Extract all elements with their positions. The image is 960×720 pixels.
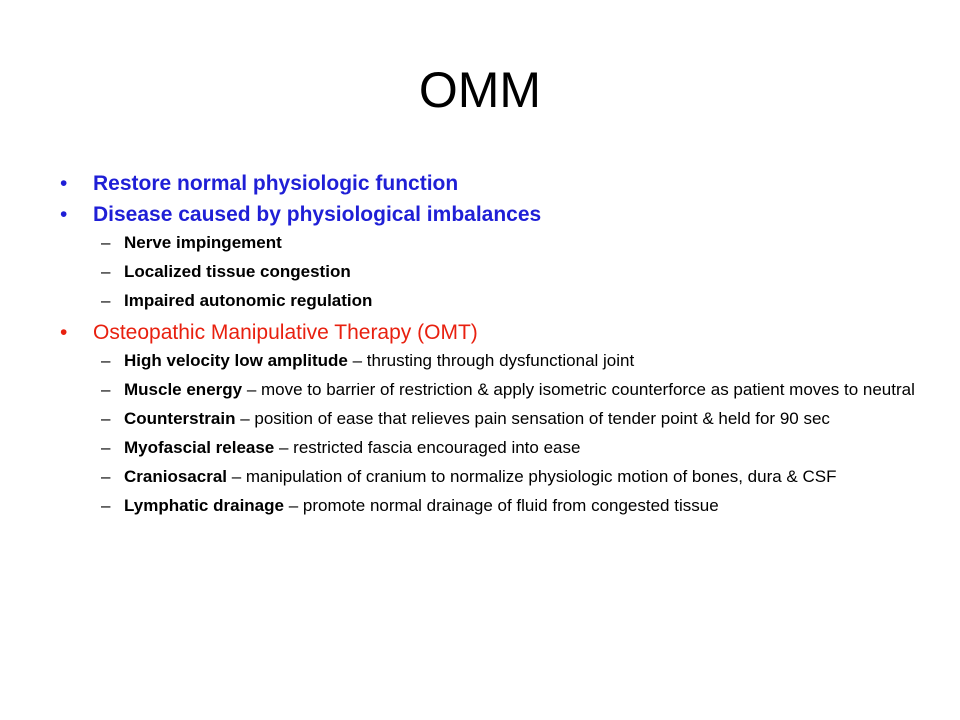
dash-icon: – xyxy=(101,291,111,310)
dash-icon: – xyxy=(101,438,111,457)
sub-item-term: High velocity low amplitude xyxy=(124,351,348,370)
sub-item xyxy=(60,232,920,254)
bullet-item-omt xyxy=(60,319,920,346)
bullet-item-restore-function xyxy=(60,170,920,197)
sub-item-desc: – thrusting through dysfunctional joint xyxy=(347,351,635,370)
sub-item-term: Muscle energy xyxy=(124,380,243,399)
sublist-omt xyxy=(60,350,920,517)
sub-item xyxy=(60,261,920,283)
sub-item-lymphatic xyxy=(60,495,920,517)
sub-item-craniosacral xyxy=(60,466,920,488)
sub-item-term: Counterstrain xyxy=(124,409,236,428)
sub-item-counterstrain xyxy=(60,408,920,430)
sub-item-text: Nerve impingement xyxy=(124,233,282,252)
bullet-list xyxy=(60,170,920,524)
bullet-text: Restore normal physiologic function xyxy=(93,172,459,195)
sub-item-term: Myofascial release xyxy=(124,438,275,457)
dash-icon: – xyxy=(101,351,111,370)
bullet-icon: • xyxy=(60,172,68,195)
dash-icon: – xyxy=(101,233,111,252)
sub-item-desc: – restricted fascia encouraged into ease xyxy=(274,438,581,457)
bullet-icon: • xyxy=(60,203,68,226)
sub-item-desc: – position of ease that relieves pain sensation of tender point & held for 90 sec xyxy=(235,409,830,428)
sub-item-text: Localized tissue congestion xyxy=(124,262,351,281)
sub-item-desc: – promote normal drainage of fluid from congested tissue xyxy=(283,496,719,515)
bullet-text: Osteopathic Manipulative Therapy (OMT) xyxy=(93,321,478,344)
bullet-icon: • xyxy=(60,321,68,344)
dash-icon: – xyxy=(101,496,111,515)
sub-item-term: Lymphatic drainage xyxy=(124,496,284,515)
dash-icon: – xyxy=(101,380,111,399)
bullet-item-disease-imbalances xyxy=(60,201,920,228)
slide-title: OMM xyxy=(418,62,542,118)
sub-item-myofascial xyxy=(60,437,920,459)
dash-icon: – xyxy=(101,409,111,428)
sub-item-desc: – move to barrier of restriction & apply isometric counterforce as patient moves to neutral xyxy=(242,380,915,399)
sub-item-text: Impaired autonomic regulation xyxy=(124,291,373,310)
sub-item-muscle-energy xyxy=(60,379,920,401)
sub-item-desc: – manipulation of cranium to normalize physiologic motion of bones, dura & CSF xyxy=(227,467,837,486)
sub-item-term: Craniosacral xyxy=(124,467,227,486)
dash-icon: – xyxy=(101,262,111,281)
sub-item-hvla xyxy=(60,350,920,372)
dash-icon: – xyxy=(101,467,111,486)
sub-item xyxy=(60,290,920,312)
bullet-text: Disease caused by physiological imbalances xyxy=(93,203,542,226)
sublist-imbalances xyxy=(60,232,920,312)
